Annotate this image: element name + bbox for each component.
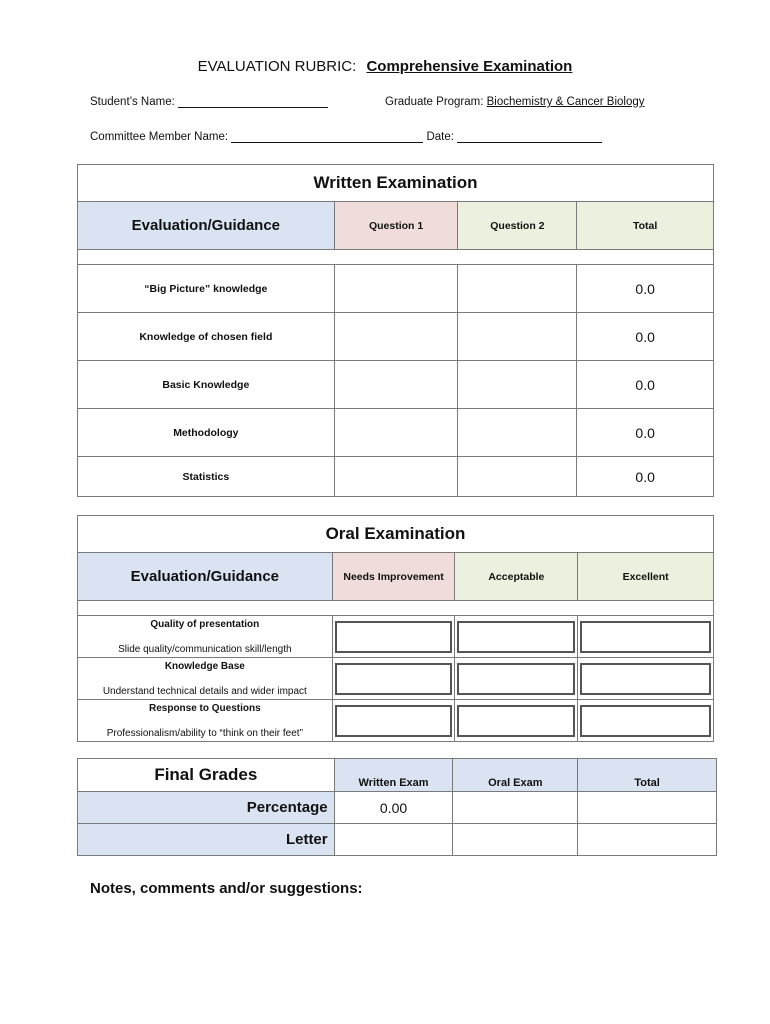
- table-row: [78, 265, 714, 313]
- excellent-cell: [578, 658, 714, 700]
- table-row: [78, 792, 717, 824]
- oral-exam-percentage-cell[interactable]: [453, 792, 578, 824]
- notes-label: Notes, comments and/or suggestions:: [90, 880, 363, 897]
- excellent-checkbox[interactable]: [580, 621, 711, 653]
- written-spacer-row: [78, 250, 714, 265]
- table-row: [78, 361, 714, 409]
- final-col-oral-exam: Oral Exam: [453, 759, 578, 792]
- written-row-total: 0.0: [577, 409, 714, 457]
- date-field[interactable]: [457, 142, 602, 143]
- committee-member-field[interactable]: [231, 142, 423, 143]
- oral-exam-title: Oral Examination: [78, 516, 714, 553]
- total-percentage-cell[interactable]: [578, 792, 717, 824]
- graduate-program-label: Graduate Program:: [385, 96, 484, 108]
- question-1-score-cell[interactable]: [334, 361, 458, 409]
- question-2-score-cell[interactable]: [458, 409, 577, 457]
- title-main: Comprehensive Examination: [366, 58, 573, 75]
- excellent-cell: [578, 700, 714, 742]
- letter-label: Letter: [78, 824, 335, 856]
- final-col-total: Total: [578, 759, 717, 792]
- oral-criterion-subtitle: Professionalism/ability to “think on their feet”: [106, 727, 303, 739]
- table-row: [78, 616, 714, 658]
- oral-exam-letter-cell[interactable]: [453, 824, 578, 856]
- written-exam-title: Written Examination: [78, 165, 714, 202]
- written-row-label: Basic Knowledge: [78, 361, 335, 409]
- excellent-checkbox[interactable]: [580, 705, 711, 737]
- question-2-score-cell[interactable]: [458, 265, 577, 313]
- student-name-row: [90, 96, 328, 108]
- date-label: Date:: [426, 131, 454, 143]
- needs-improvement-checkbox[interactable]: [335, 663, 453, 695]
- oral-criterion-title: Knowledge Base: [164, 660, 245, 672]
- student-name-field[interactable]: [178, 107, 328, 108]
- total-letter-cell[interactable]: [578, 824, 717, 856]
- acceptable-checkbox[interactable]: [457, 663, 575, 695]
- written-col-question-1: Question 1: [334, 202, 458, 250]
- student-name-label: Student’s Name:: [90, 96, 175, 108]
- oral-col-excellent: Excellent: [578, 553, 714, 601]
- graduate-program-row: [385, 96, 645, 108]
- acceptable-checkbox[interactable]: [457, 705, 575, 737]
- needs-improvement-checkbox[interactable]: [335, 621, 453, 653]
- table-row: [78, 457, 714, 497]
- committee-member-label: Committee Member Name:: [90, 131, 229, 143]
- percentage-label: Percentage: [78, 792, 335, 824]
- written-exam-letter-cell[interactable]: [334, 824, 453, 856]
- table-row: [78, 313, 714, 361]
- written-row-total: 0.0: [577, 457, 714, 497]
- written-row-label: Methodology: [78, 409, 335, 457]
- acceptable-cell: [455, 700, 578, 742]
- final-col-written-exam: Written Exam: [334, 759, 453, 792]
- question-1-score-cell[interactable]: [334, 409, 458, 457]
- question-1-score-cell[interactable]: [334, 457, 458, 497]
- needs-improvement-cell: [332, 616, 455, 658]
- question-2-score-cell[interactable]: [458, 457, 577, 497]
- question-1-score-cell[interactable]: [334, 265, 458, 313]
- oral-col-needs-improvement: Needs Improvement: [332, 553, 455, 601]
- table-row: [78, 409, 714, 457]
- oral-criterion: [78, 616, 333, 658]
- committee-row: [90, 131, 602, 143]
- needs-improvement-cell: [332, 658, 455, 700]
- oral-criterion-subtitle: Slide quality/communication skill/length: [118, 643, 292, 655]
- excellent-checkbox[interactable]: [580, 663, 711, 695]
- oral-spacer-row: [78, 601, 714, 616]
- table-row: [78, 658, 714, 700]
- written-col-guidance: Evaluation/Guidance: [78, 202, 335, 250]
- question-2-score-cell[interactable]: [458, 361, 577, 409]
- oral-exam-table: [77, 515, 714, 742]
- oral-criterion-title: Response to Questions: [148, 702, 261, 714]
- page-title: [0, 58, 770, 75]
- written-row-total: 0.0: [577, 265, 714, 313]
- written-col-total: Total: [577, 202, 714, 250]
- oral-criterion: [78, 658, 333, 700]
- table-row: [78, 824, 717, 856]
- written-row-label: Knowledge of chosen field: [78, 313, 335, 361]
- acceptable-cell: [455, 616, 578, 658]
- written-col-question-2: Question 2: [458, 202, 577, 250]
- graduate-program-value: Biochemistry & Cancer Biology: [486, 96, 645, 108]
- written-row-total: 0.0: [577, 361, 714, 409]
- written-row-total: 0.0: [577, 313, 714, 361]
- table-row: [78, 700, 714, 742]
- oral-col-guidance: Evaluation/Guidance: [78, 553, 333, 601]
- question-1-score-cell[interactable]: [334, 313, 458, 361]
- oral-criterion-subtitle: Understand technical details and wider impact: [102, 685, 307, 697]
- acceptable-cell: [455, 658, 578, 700]
- written-exam-percentage: 0.00: [334, 792, 453, 824]
- question-2-score-cell[interactable]: [458, 313, 577, 361]
- final-grades-title: Final Grades: [78, 759, 335, 792]
- excellent-cell: [578, 616, 714, 658]
- oral-criterion: [78, 700, 333, 742]
- needs-improvement-checkbox[interactable]: [335, 705, 453, 737]
- written-exam-table: [77, 164, 714, 497]
- title-prefix: EVALUATION RUBRIC:: [197, 58, 357, 75]
- acceptable-checkbox[interactable]: [457, 621, 575, 653]
- needs-improvement-cell: [332, 700, 455, 742]
- written-row-label: Statistics: [78, 457, 335, 497]
- written-row-label: “Big Picture” knowledge: [78, 265, 335, 313]
- oral-col-acceptable: Acceptable: [455, 553, 578, 601]
- final-grades-table: [77, 758, 717, 856]
- oral-criterion-title: Quality of presentation: [150, 618, 260, 630]
